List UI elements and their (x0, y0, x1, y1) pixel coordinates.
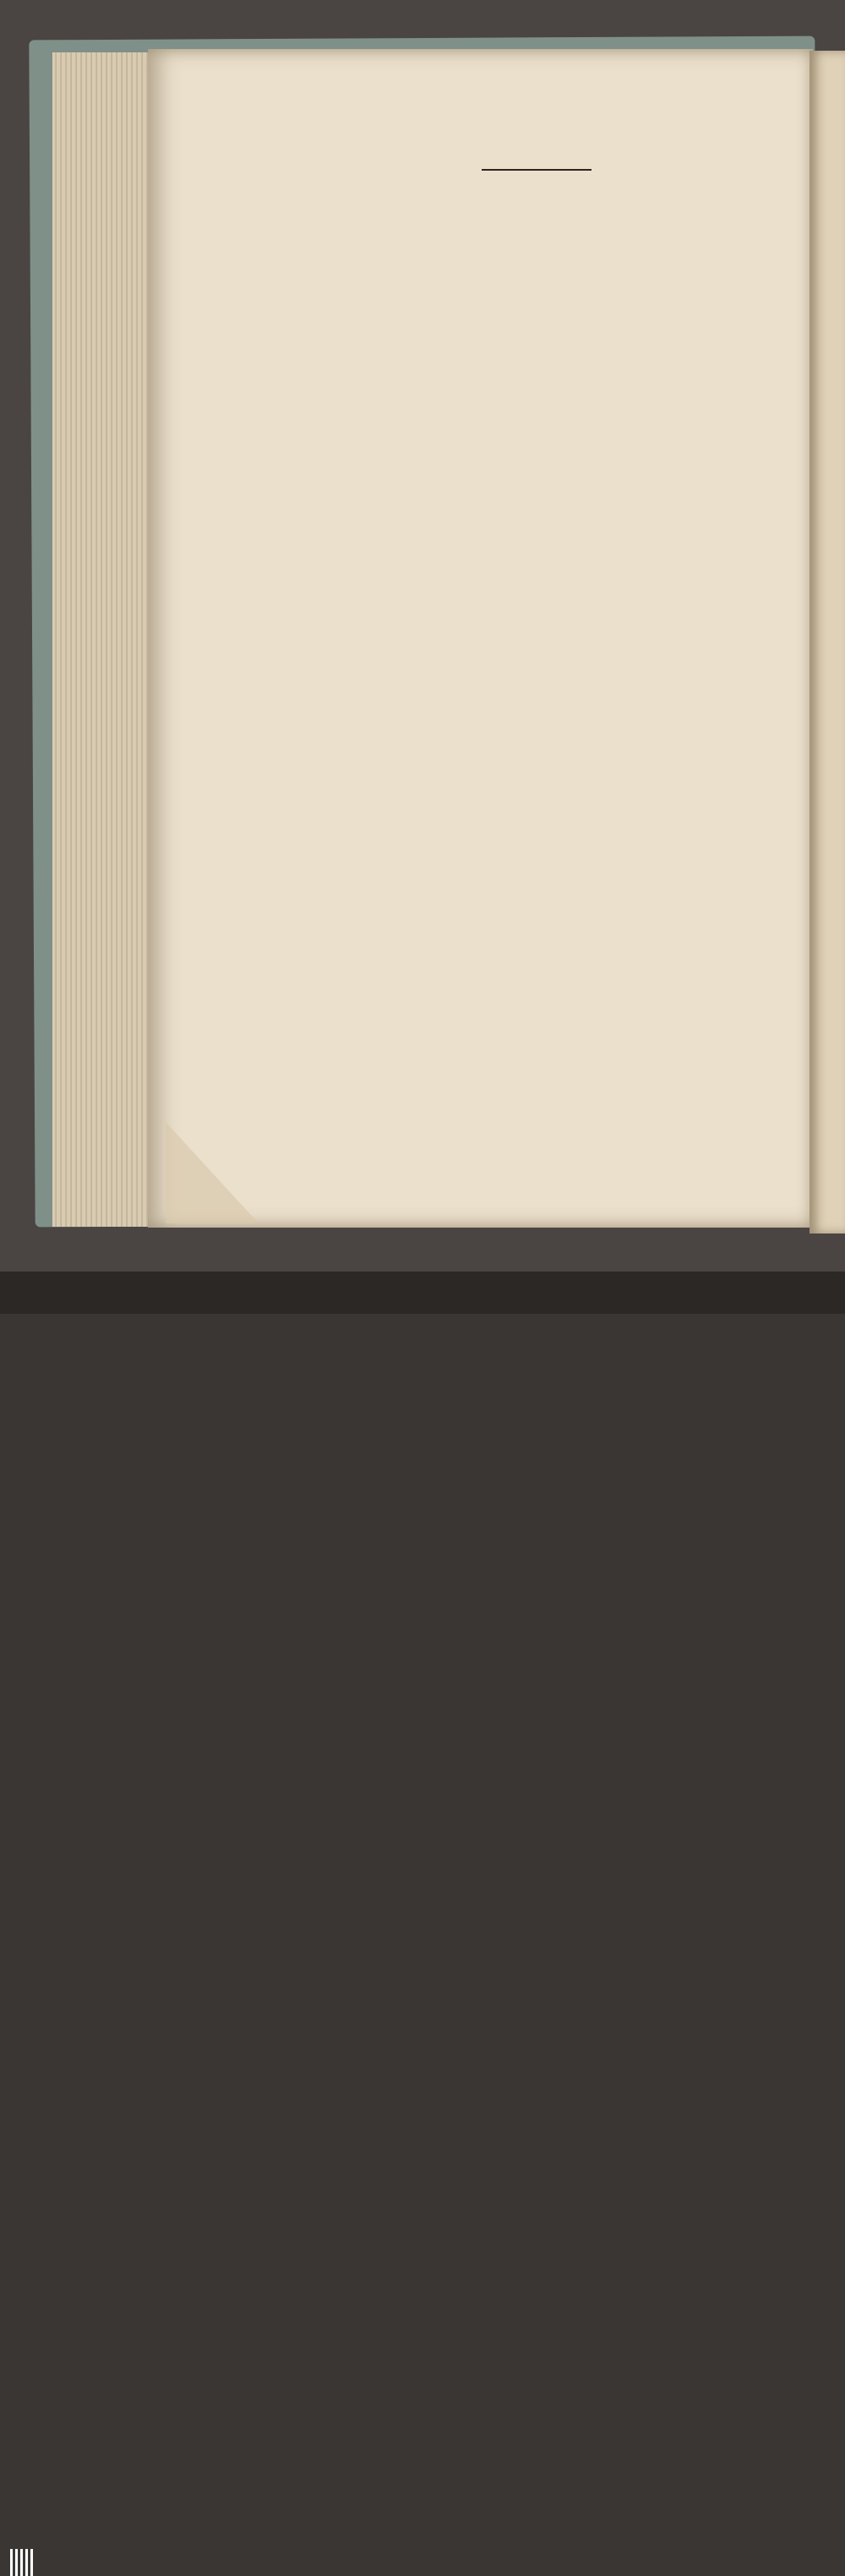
page-corner-fold (166, 1122, 259, 1223)
facing-page-edge (810, 51, 845, 1234)
chapter-title (282, 198, 789, 245)
library-footer (0, 1272, 845, 1314)
header-rule (482, 169, 592, 171)
page-text (282, 189, 789, 277)
page-edges (52, 52, 162, 1227)
chapter-subtitle (282, 245, 789, 275)
library-logo-icon (10, 2549, 35, 2576)
scan-background (0, 0, 845, 1272)
